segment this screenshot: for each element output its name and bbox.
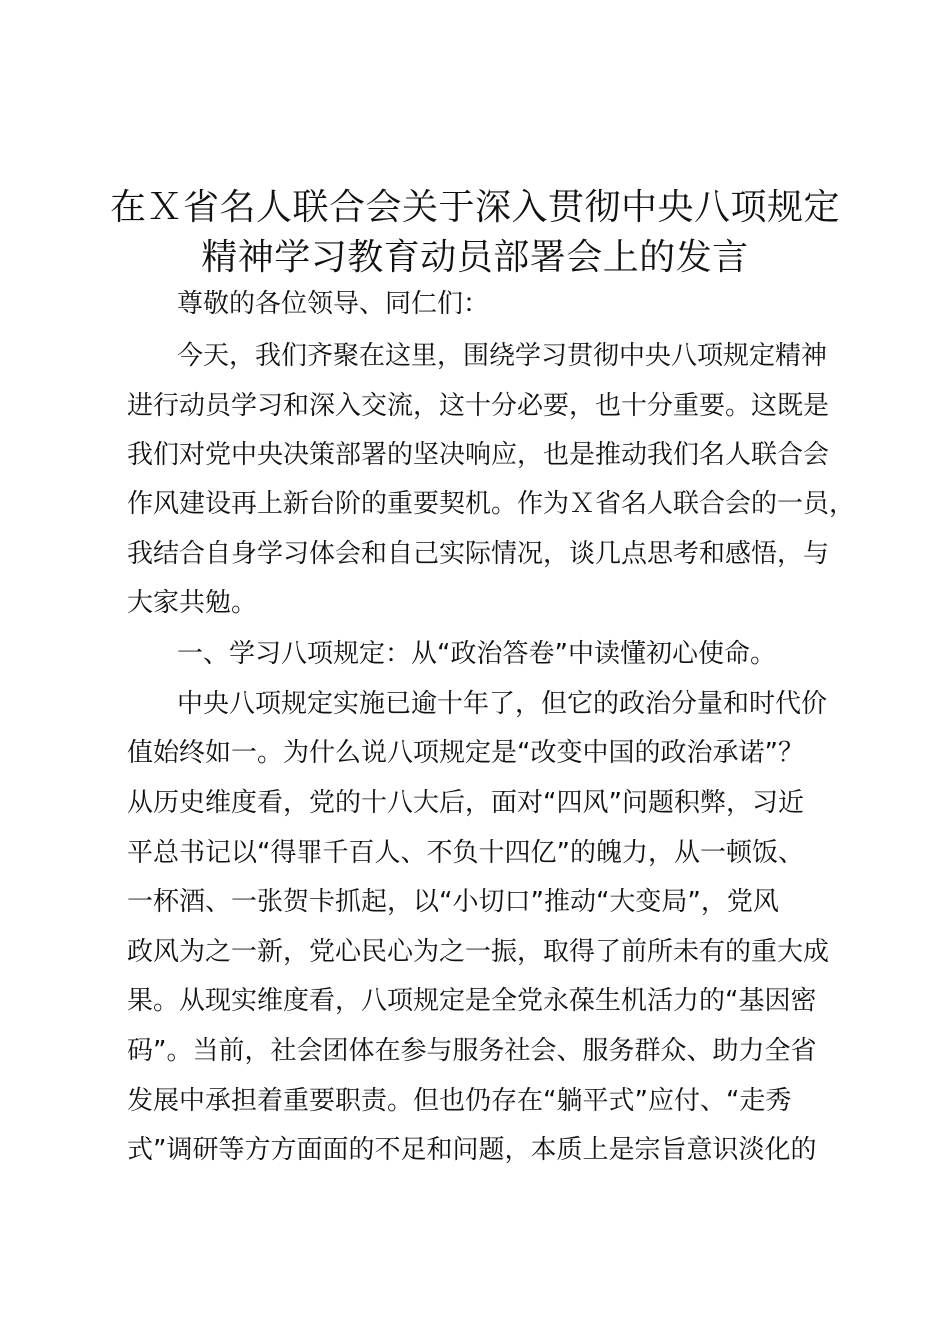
- salutation: 尊敬的各位领导、同仁们：: [177, 289, 490, 319]
- paragraph-1-line-5: 我结合自身学习体会和自己实际情况，谈几点思考和感悟，与: [127, 539, 830, 569]
- paragraph-2-line-9: 发展中承担着重要职责。但也仍存在“躺平式”应付、“走秀: [127, 1086, 792, 1116]
- paragraph-2-line-3: 从历史维度看，党的十八大后，面对“四风”问题积弊，习近: [127, 788, 804, 818]
- paragraph-1-line-3: 我们对党中央决策部署的坚决响应，也是推动我们名人联合会: [127, 440, 830, 470]
- document-title-line-1: 在Ｘ省名人联合会关于深入贯彻中央八项规定: [109, 187, 840, 228]
- paragraph-2-line-8: 码”。当前，社会团体在参与服务社会、服务群众、助力全省: [127, 1036, 817, 1066]
- paragraph-1-line-4: 作风建设再上新台阶的重要契机。作为Ｘ省名人联合会的一员，: [127, 489, 856, 519]
- section-heading-1: 一、学习八项规定：从“政治答卷”中读懂初心使命。: [177, 639, 776, 669]
- paragraph-1-line-1: 今天，我们齐聚在这里，围绕学习贯彻中央八项规定精神: [177, 341, 828, 371]
- paragraph-2-line-4: 平总书记以“得罪千百人、不负十四亿”的魄力，从一顿饭、: [127, 838, 804, 868]
- paragraph-2-line-2: 值始终如一。为什么说八项规定是“改变中国的政治承诺”？: [127, 738, 804, 768]
- paragraph-2-line-7: 果。从现实维度看，八项规定是全党永葆生机活力的“基因密: [127, 986, 817, 1016]
- paragraph-2-line-10: 式”调研等方方面面的不足和问题，本质上是宗旨意识淡化的: [127, 1135, 817, 1165]
- paragraph-1-line-2: 进行动员学习和深入交流，这十分必要，也十分重要。这既是: [127, 391, 830, 421]
- paragraph-2-line-5: 一杯酒、一张贺卡抓起，以“小切口”推动“大变局”，党风: [127, 887, 779, 917]
- paragraph-2-line-6: 政风为之一新，党心民心为之一振，取得了前所未有的重大成: [127, 937, 830, 967]
- paragraph-2-line-1: 中央八项规定实施已逾十年了，但它的政治分量和时代价: [177, 689, 828, 719]
- paragraph-1-line-6: 大家共勉。: [127, 588, 258, 618]
- document-title-line-2: 精神学习教育动员部署会上的发言: [201, 237, 749, 278]
